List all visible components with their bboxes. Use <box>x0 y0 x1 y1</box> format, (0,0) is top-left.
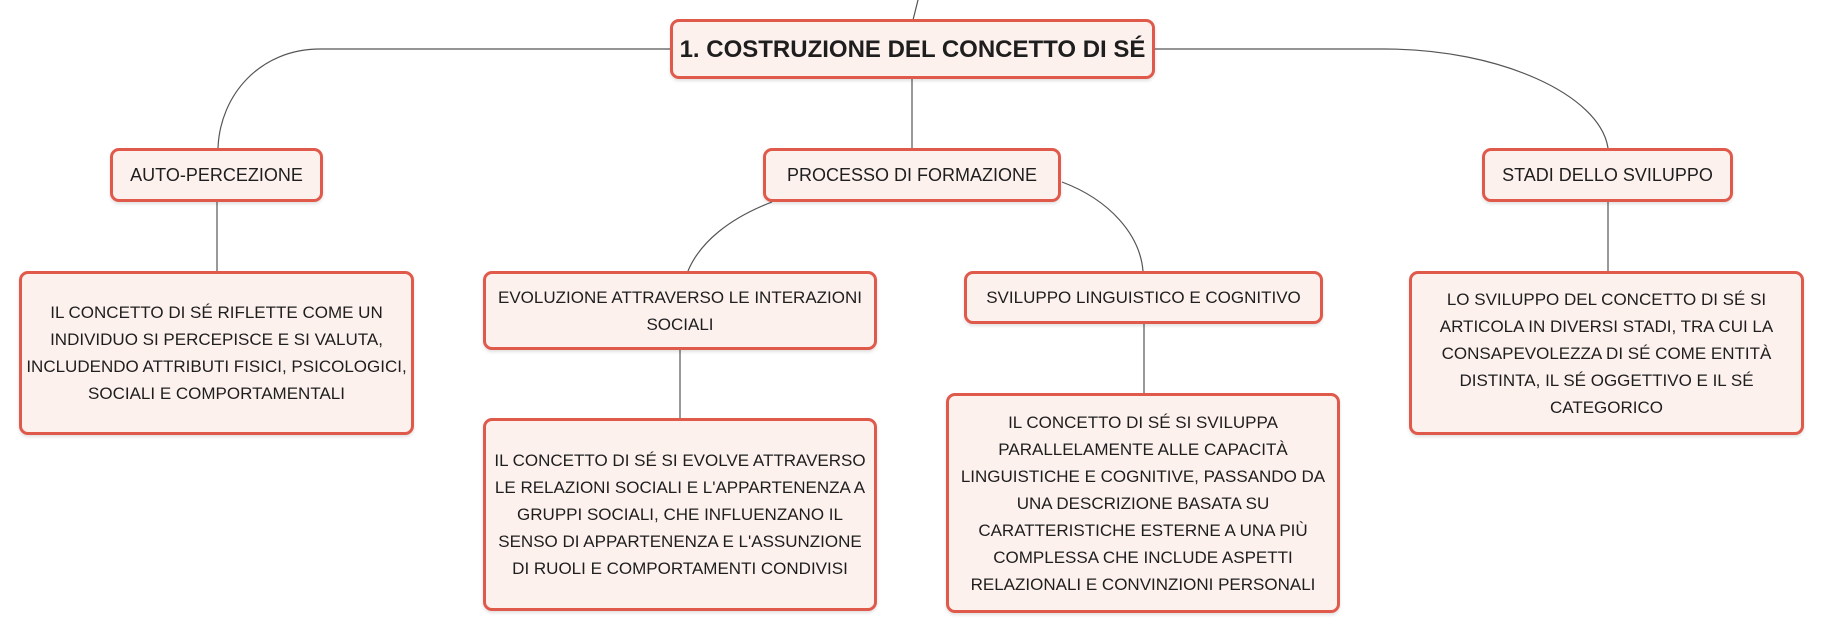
processo-formazione-node[interactable] <box>763 148 1061 202</box>
interazioni-sociali-node[interactable] <box>483 271 877 350</box>
root-topic-node[interactable] <box>670 19 1155 79</box>
sviluppo-linguistico-node[interactable] <box>964 271 1323 324</box>
interazioni-sociali-detail-node[interactable] <box>483 418 877 611</box>
root-topic-label: 1. COSTRUZIONE DEL CONCETTO DI SÉ <box>679 35 1146 63</box>
stadi-sviluppo-detail-text: LO SVILUPPO DEL CONCETTO DI SÉ SI ARTICOLA IN DIVERSI STADI, TRA CUI LA CONSAPEVOLEZZA DI SÉ COME ENTITÀ DISTINTA, IL SÉ OGGETTIVO E IL SÉ CATEGORICO <box>1439 289 1774 417</box>
sviluppo-linguistico-detail-text: IL CONCETTO DI SÉ SI SVILUPPA PARALLELAMENTE ALLE CAPACITÀ LINGUISTICHE E COGNITIVE, PASSANDO DA UNA DESCRIZIONE BASATA SU CARATTERISTICHE ESTERNE A UNA PIÙ COMPLESSA CHE INCLUDE ASPETTI RELAZIONALI E CONVINZIONI PERSONALI <box>960 412 1326 594</box>
auto-percezione-detail-node[interactable] <box>19 271 414 435</box>
sviluppo-linguistico-detail-node[interactable] <box>946 393 1340 613</box>
connector-root-auto-percezione <box>218 49 670 148</box>
auto-percezione-label: AUTO-PERCEZIONE <box>130 164 303 185</box>
auto-percezione-node[interactable] <box>110 148 323 202</box>
auto-percezione-detail-text: IL CONCETTO DI SÉ RIFLETTE COME UN INDIVIDUO SI PERCEPISCE E SI VALUTA, INCLUDENDO ATTRIBUTI FISICI, PSICOLOGICI, SOCIALI E COMPORTAMENTALI <box>26 303 407 403</box>
connector-root-stadi-sviluppo <box>1155 49 1608 148</box>
connector-processo-interazioni <box>688 202 772 271</box>
connector-top-stub <box>913 0 918 20</box>
processo-formazione-label: PROCESSO DI FORMAZIONE <box>786 164 1038 185</box>
connector-processo-linguistico <box>1062 182 1143 271</box>
interazioni-sociali-label: EVOLUZIONE ATTRAVERSO LE INTERAZIONI SOCIALI <box>498 287 862 334</box>
interazioni-sociali-detail-text: IL CONCETTO DI SÉ SI EVOLVE ATTRAVERSO LE RELAZIONI SOCIALI E L'APPARTENENZA A GRUPPI SOCIALI, CHE INFLUENZANO IL SENSO DI APPARTENENZA E L'ASSUNZIONE DI RUOLI E COMPORTAMENTI CONDIVISI <box>494 451 866 578</box>
stadi-sviluppo-node[interactable] <box>1482 148 1733 202</box>
stadi-sviluppo-label: STADI DELLO SVILUPPO <box>1502 164 1713 185</box>
sviluppo-linguistico-label: SVILUPPO LINGUISTICO E COGNITIVO <box>986 288 1301 307</box>
stadi-sviluppo-detail-node[interactable] <box>1409 271 1804 435</box>
